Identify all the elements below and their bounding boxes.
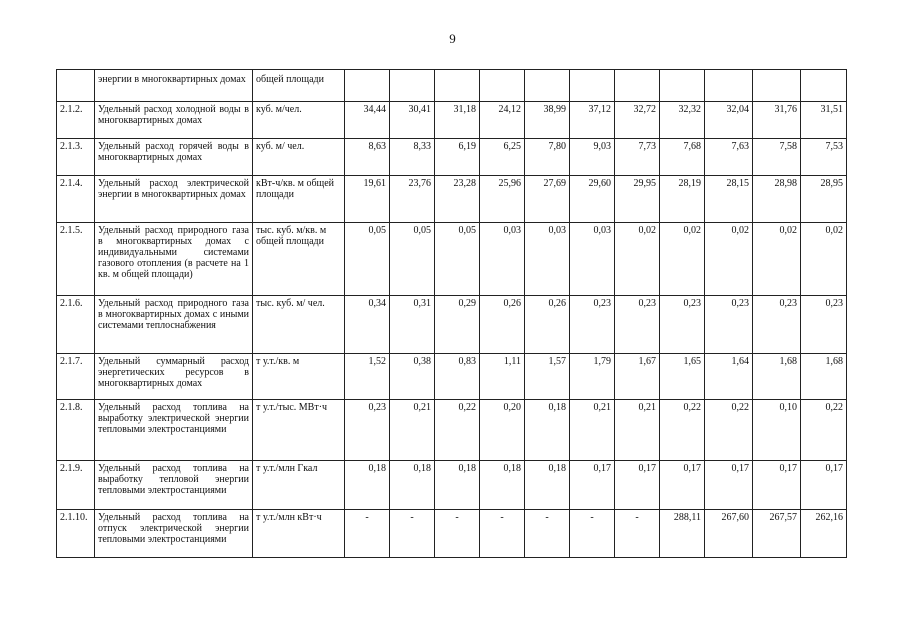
value-cell: 34,44 [345, 102, 390, 139]
value-cell: 1,79 [570, 354, 615, 400]
value-cell: 0,22 [801, 400, 847, 461]
value-cell: 27,69 [525, 176, 570, 223]
value-cell [801, 70, 847, 102]
value-cell: 23,28 [435, 176, 480, 223]
unit-of-measure: куб. м/чел. [253, 102, 345, 139]
page-number: 9 [449, 31, 456, 46]
unit-of-measure: т у.т./тыс. МВт·ч [253, 400, 345, 461]
value-cell: 0,23 [660, 296, 705, 354]
value-cell: 7,58 [753, 139, 801, 176]
table-row [57, 400, 847, 461]
value-cell: 0,02 [705, 223, 753, 296]
unit-of-measure: тыс. куб. м/ чел. [253, 296, 345, 354]
value-cell: 267,57 [753, 510, 801, 558]
value-cell: 28,95 [801, 176, 847, 223]
value-cell: 1,68 [753, 354, 801, 400]
unit-of-measure: общей площади [253, 70, 345, 102]
value-cell: 0,05 [345, 223, 390, 296]
table-row [57, 461, 847, 510]
value-cell: 0,02 [660, 223, 705, 296]
value-cell: 0,18 [525, 461, 570, 510]
value-cell: 28,98 [753, 176, 801, 223]
value-cell [435, 70, 480, 102]
value-cell: 7,73 [615, 139, 660, 176]
value-cell: 0,20 [480, 400, 525, 461]
value-cell [705, 70, 753, 102]
unit-of-measure: кВт-ч/кв. м общей площади [253, 176, 345, 223]
value-cell: - [570, 510, 615, 558]
value-cell: 0,23 [801, 296, 847, 354]
value-cell: - [345, 510, 390, 558]
value-cell: 0,03 [525, 223, 570, 296]
table-row [57, 223, 847, 296]
value-cell: 30,41 [390, 102, 435, 139]
table-row [57, 176, 847, 223]
value-cell: 0,23 [570, 296, 615, 354]
value-cell: 0,02 [801, 223, 847, 296]
value-cell: 0,21 [615, 400, 660, 461]
value-cell: 23,76 [390, 176, 435, 223]
value-cell: 0,23 [615, 296, 660, 354]
value-cell: 32,72 [615, 102, 660, 139]
value-cell: 29,60 [570, 176, 615, 223]
value-cell: 0,02 [753, 223, 801, 296]
value-cell: 0,05 [435, 223, 480, 296]
value-cell [660, 70, 705, 102]
value-cell: 0,22 [705, 400, 753, 461]
value-cell [525, 70, 570, 102]
value-cell: 32,04 [705, 102, 753, 139]
value-cell: 1,52 [345, 354, 390, 400]
value-cell [570, 70, 615, 102]
value-cell: 0,38 [390, 354, 435, 400]
value-cell: 0,17 [570, 461, 615, 510]
table-row [57, 102, 847, 139]
value-cell: 8,33 [390, 139, 435, 176]
value-cell: 6,19 [435, 139, 480, 176]
value-cell: 262,16 [801, 510, 847, 558]
indicator-description: энергии в многоквартирных домах [95, 70, 253, 102]
value-cell: - [615, 510, 660, 558]
row-number: 2.1.4. [57, 176, 95, 223]
value-cell: 1,65 [660, 354, 705, 400]
indicator-description: Удельный расход топлива на отпуск электрической энергии тепловыми электростанциями [95, 510, 253, 558]
indicator-description: Удельный расход топлива на выработку тепловой энергии тепловыми электростанциями [95, 461, 253, 510]
value-cell: 288,11 [660, 510, 705, 558]
value-cell: 31,76 [753, 102, 801, 139]
value-cell [615, 70, 660, 102]
value-cell: 28,19 [660, 176, 705, 223]
indicator-description: Удельный расход горячей воды в многоквартирных домах [95, 139, 253, 176]
row-number: 2.1.2. [57, 102, 95, 139]
value-cell: 0,21 [390, 400, 435, 461]
value-cell: 0,29 [435, 296, 480, 354]
value-cell: 0,21 [570, 400, 615, 461]
value-cell: 0,22 [435, 400, 480, 461]
indicator-description: Удельный расход холодной воды в многоквартирных домах [95, 102, 253, 139]
value-cell: 0,23 [345, 400, 390, 461]
table-row [57, 139, 847, 176]
indicator-description: Удельный суммарный расход энергетических ресурсов в многоквартирных домах [95, 354, 253, 400]
indicator-table [56, 69, 847, 558]
unit-of-measure: т у.т./млн кВт·ч [253, 510, 345, 558]
unit-of-measure: т у.т./млн Гкал [253, 461, 345, 510]
value-cell: 267,60 [705, 510, 753, 558]
value-cell: 1,64 [705, 354, 753, 400]
row-number: 2.1.9. [57, 461, 95, 510]
value-cell: 7,80 [525, 139, 570, 176]
value-cell: 0,26 [480, 296, 525, 354]
row-number: 2.1.3. [57, 139, 95, 176]
value-cell: 0,17 [705, 461, 753, 510]
value-cell: 0,83 [435, 354, 480, 400]
indicator-description: Удельный расход природного газа в многоквартирных домах с индивидуальными системами газового отопления (в расчете на 1 кв. м общей площади) [95, 223, 253, 296]
unit-of-measure: т у.т./кв. м [253, 354, 345, 400]
value-cell: 0,03 [570, 223, 615, 296]
value-cell: - [435, 510, 480, 558]
value-cell: 32,32 [660, 102, 705, 139]
value-cell: 9,03 [570, 139, 615, 176]
unit-of-measure: куб. м/ чел. [253, 139, 345, 176]
unit-of-measure: тыс. куб. м/кв. м общей площади [253, 223, 345, 296]
value-cell: 0,23 [705, 296, 753, 354]
indicator-description: Удельный расход электрической энергии в многоквартирных домах [95, 176, 253, 223]
value-cell: 1,57 [525, 354, 570, 400]
value-cell: 0,23 [753, 296, 801, 354]
value-cell: 7,53 [801, 139, 847, 176]
value-cell: 0,22 [660, 400, 705, 461]
value-cell [753, 70, 801, 102]
row-number: 2.1.10. [57, 510, 95, 558]
value-cell: 0,34 [345, 296, 390, 354]
value-cell: 7,68 [660, 139, 705, 176]
value-cell: 8,63 [345, 139, 390, 176]
value-cell: 37,12 [570, 102, 615, 139]
indicator-description: Удельный расход природного газа в многоквартирных домах с иными системами теплоснабжения [95, 296, 253, 354]
value-cell: 0,18 [435, 461, 480, 510]
value-cell: 6,25 [480, 139, 525, 176]
value-cell: 0,18 [345, 461, 390, 510]
value-cell: 1,67 [615, 354, 660, 400]
value-cell: 0,17 [615, 461, 660, 510]
value-cell: 29,95 [615, 176, 660, 223]
table-row [57, 70, 847, 102]
row-number: 2.1.7. [57, 354, 95, 400]
value-cell: 31,51 [801, 102, 847, 139]
table-row [57, 354, 847, 400]
table-row [57, 296, 847, 354]
value-cell: 0,18 [480, 461, 525, 510]
value-cell: 1,68 [801, 354, 847, 400]
value-cell: 28,15 [705, 176, 753, 223]
value-cell: 0,03 [480, 223, 525, 296]
value-cell: - [525, 510, 570, 558]
value-cell: 0,18 [390, 461, 435, 510]
value-cell: 0,17 [801, 461, 847, 510]
value-cell: 38,99 [525, 102, 570, 139]
row-number: 2.1.5. [57, 223, 95, 296]
indicator-description: Удельный расход топлива на выработку электрической энергии тепловыми электростанциями [95, 400, 253, 461]
value-cell: 1,11 [480, 354, 525, 400]
value-cell: 0,31 [390, 296, 435, 354]
row-number [57, 70, 95, 102]
value-cell: 19,61 [345, 176, 390, 223]
value-cell [390, 70, 435, 102]
value-cell: - [480, 510, 525, 558]
row-number: 2.1.8. [57, 400, 95, 461]
value-cell: 24,12 [480, 102, 525, 139]
value-cell: 25,96 [480, 176, 525, 223]
value-cell: 0,05 [390, 223, 435, 296]
value-cell: 0,17 [753, 461, 801, 510]
table-row [57, 510, 847, 558]
value-cell: 0,18 [525, 400, 570, 461]
value-cell: 0,17 [660, 461, 705, 510]
value-cell: 31,18 [435, 102, 480, 139]
value-cell: 0,26 [525, 296, 570, 354]
row-number: 2.1.6. [57, 296, 95, 354]
value-cell [345, 70, 390, 102]
value-cell: 0,10 [753, 400, 801, 461]
value-cell: - [390, 510, 435, 558]
value-cell [480, 70, 525, 102]
value-cell: 0,02 [615, 223, 660, 296]
value-cell: 7,63 [705, 139, 753, 176]
